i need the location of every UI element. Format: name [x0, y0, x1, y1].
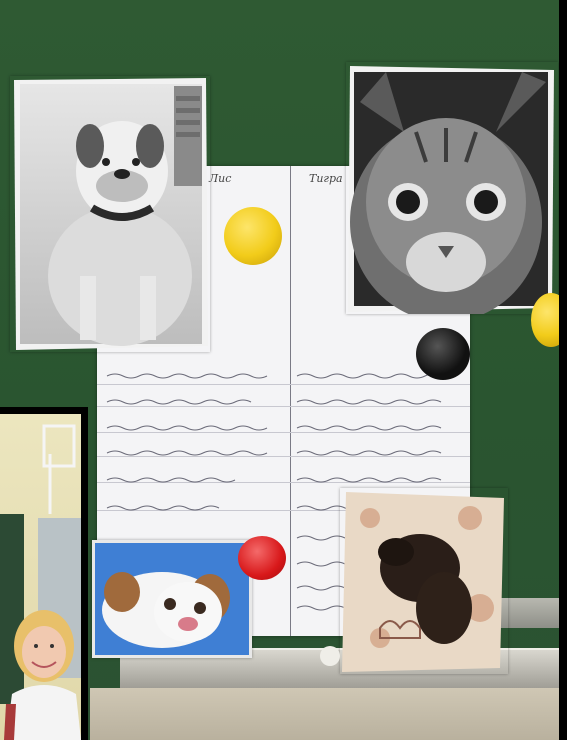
sleeping-puppy-photo [340, 488, 508, 674]
black-magnet [416, 328, 470, 380]
child-portrait [0, 414, 81, 740]
puppy-photo [92, 540, 252, 658]
webcam-inset [0, 407, 88, 740]
cat-photo [346, 62, 558, 314]
frame-edge [559, 0, 567, 740]
column-header-right: Тигра [309, 172, 343, 185]
column-header-left: Лис [209, 172, 232, 185]
webcam-feed [0, 414, 81, 740]
chalk-piece [320, 646, 340, 666]
yellow-magnet [224, 207, 282, 265]
red-magnet [238, 536, 286, 580]
yellow-magnet-edge [531, 293, 559, 347]
bulldog-photo [10, 76, 210, 352]
wall [90, 688, 559, 740]
